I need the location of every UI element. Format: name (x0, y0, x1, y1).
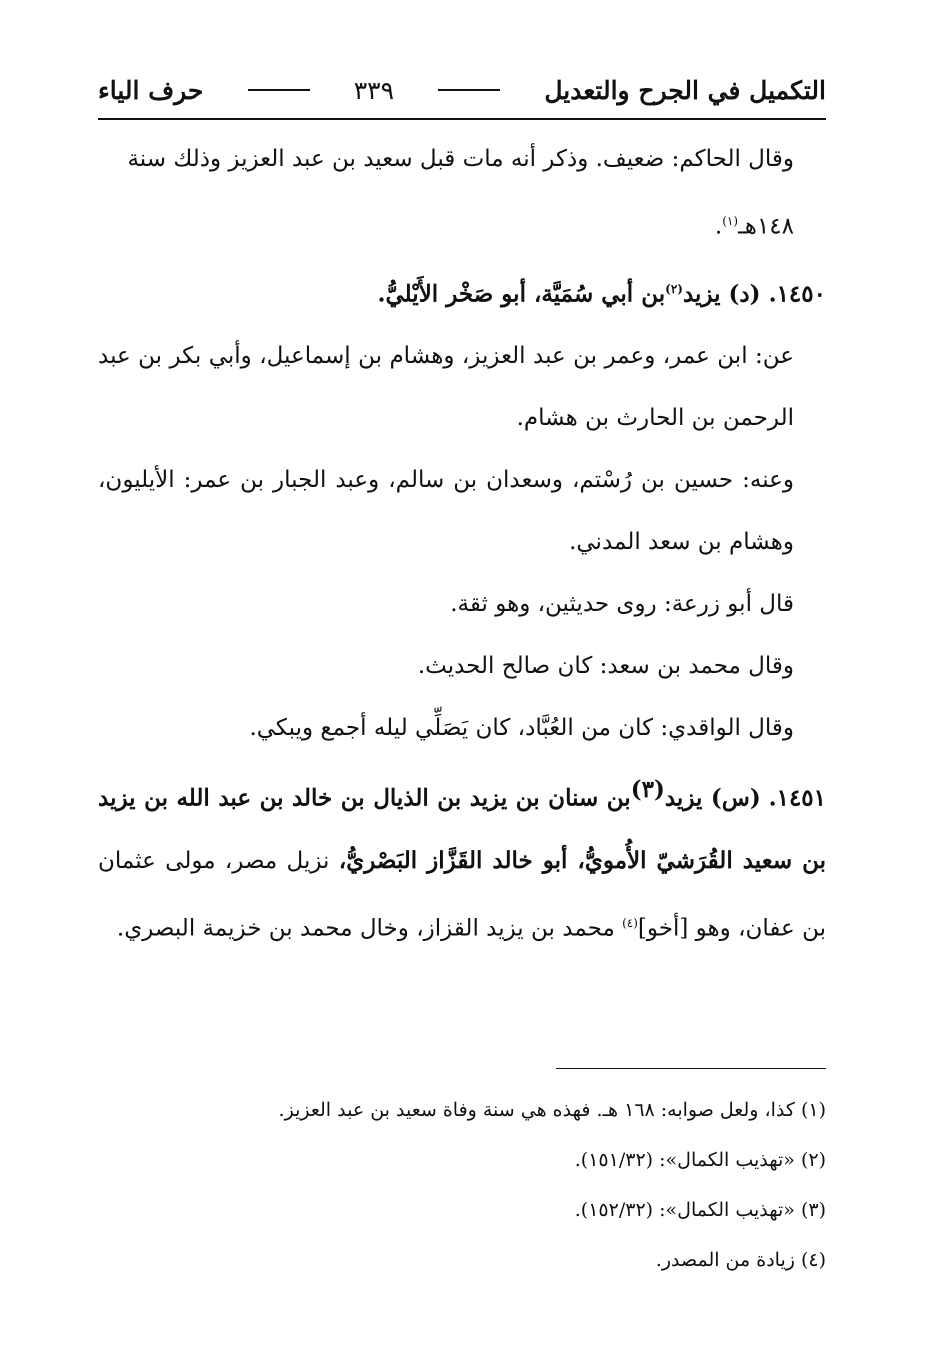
entry-1451 (98, 759, 826, 959)
text-line: ١٤٨هـ (738, 213, 794, 240)
page-number: ٣٣٩ (353, 75, 395, 105)
entry-text: نزيل مصر، مولى عثمان بن عفان، وهو [أخو] (98, 847, 826, 942)
entry-name: (د) يزيد (682, 280, 761, 308)
entry-number: ١٤٥٠. (768, 280, 826, 308)
main-text (98, 128, 826, 960)
footnote-rule (556, 1068, 826, 1069)
header-dash (438, 89, 500, 91)
entry-1450-students: وعنه: حسين بن رُسْتم، وسعدان بن سالم، وعبد الجبار بن عمر: الأيليون، وهشام بن سعد المدني. (98, 467, 794, 556)
footnote-ref[interactable]: (٣) (630, 776, 665, 804)
paragraph-hakim: وقال الحاكم: ضعيف. وذكر أنه مات قبل سعيد بن عبد العزيز وذلك سنة ١٤٨هـ$^{(١)}$. (127, 146, 794, 240)
entry-number: ١٤٥١. (768, 784, 827, 812)
entry-1450-teachers: عن: ابن عمر، وعمر بن عبد العزيز، وهشام بن إسماعيل، وأبي بكر بن عبد الرحمن بن الحارث بن هشام. (98, 343, 794, 432)
entry-1450-quote: قال أبو زرعة: روى حديثين، وهو ثقة. (450, 591, 794, 618)
footnote-item: (٢) «تهذيب الكمال»: (١٥١/٣٢). (574, 1149, 826, 1171)
entry-name-rest: بن أبي سُمَيَّة، أبو صَخْر الأَيْليُّ. (377, 280, 666, 308)
text-line: وقال الحاكم: ضعيف. وذكر أنه مات قبل سعيد بن عبد العزيز وذلك سنة (127, 146, 794, 172)
footnote-item: (١) كذا، ولعل صوابه: ١٦٨ هـ. فهذه هي سنة وفاة سعيد بن عبد العزيز. (278, 1099, 826, 1121)
footnote-ref[interactable]: (١) (722, 214, 739, 228)
header-dash (248, 89, 310, 91)
chapter-title: حرف الياء (98, 75, 204, 105)
entry-1450-quote: وقال محمد بن سعد: كان صالح الحديث. (417, 653, 794, 680)
running-header (98, 62, 826, 120)
book-page (98, 62, 826, 1322)
entry-name-rest: بن سنان بن يزيد بن الذيال بن خالد بن عبد الله بن يزيد بن سعيد القُرَشيّ الأُمويُّ، أبو خالد القَزَّاز البَصْريُّ، (98, 784, 827, 874)
footnote-item: (٤) زيادة من المصدر. (655, 1249, 826, 1271)
book-title: التكميل في الجرح والتعديل (544, 75, 826, 105)
entry-1450-quote: وقال الواقدي: كان من العُبَّاد، كان يَصَلِّي ليله أجمع ويبكي. (249, 715, 794, 742)
footnote-ref[interactable]: (٤) (622, 915, 638, 930)
footnote-item: (٣) «تهذيب الكمال»: (١٥٢/٣٢). (574, 1199, 826, 1221)
entry-text: محمد بن يزيد القزاز، وخال محمد بن خزيمة البصري. (116, 915, 615, 942)
entry-name: (س) يزيد (664, 784, 761, 812)
footnote-ref[interactable]: (٢) (665, 281, 683, 296)
entry-1450-heading (98, 258, 826, 326)
footnotes (98, 1068, 826, 1285)
